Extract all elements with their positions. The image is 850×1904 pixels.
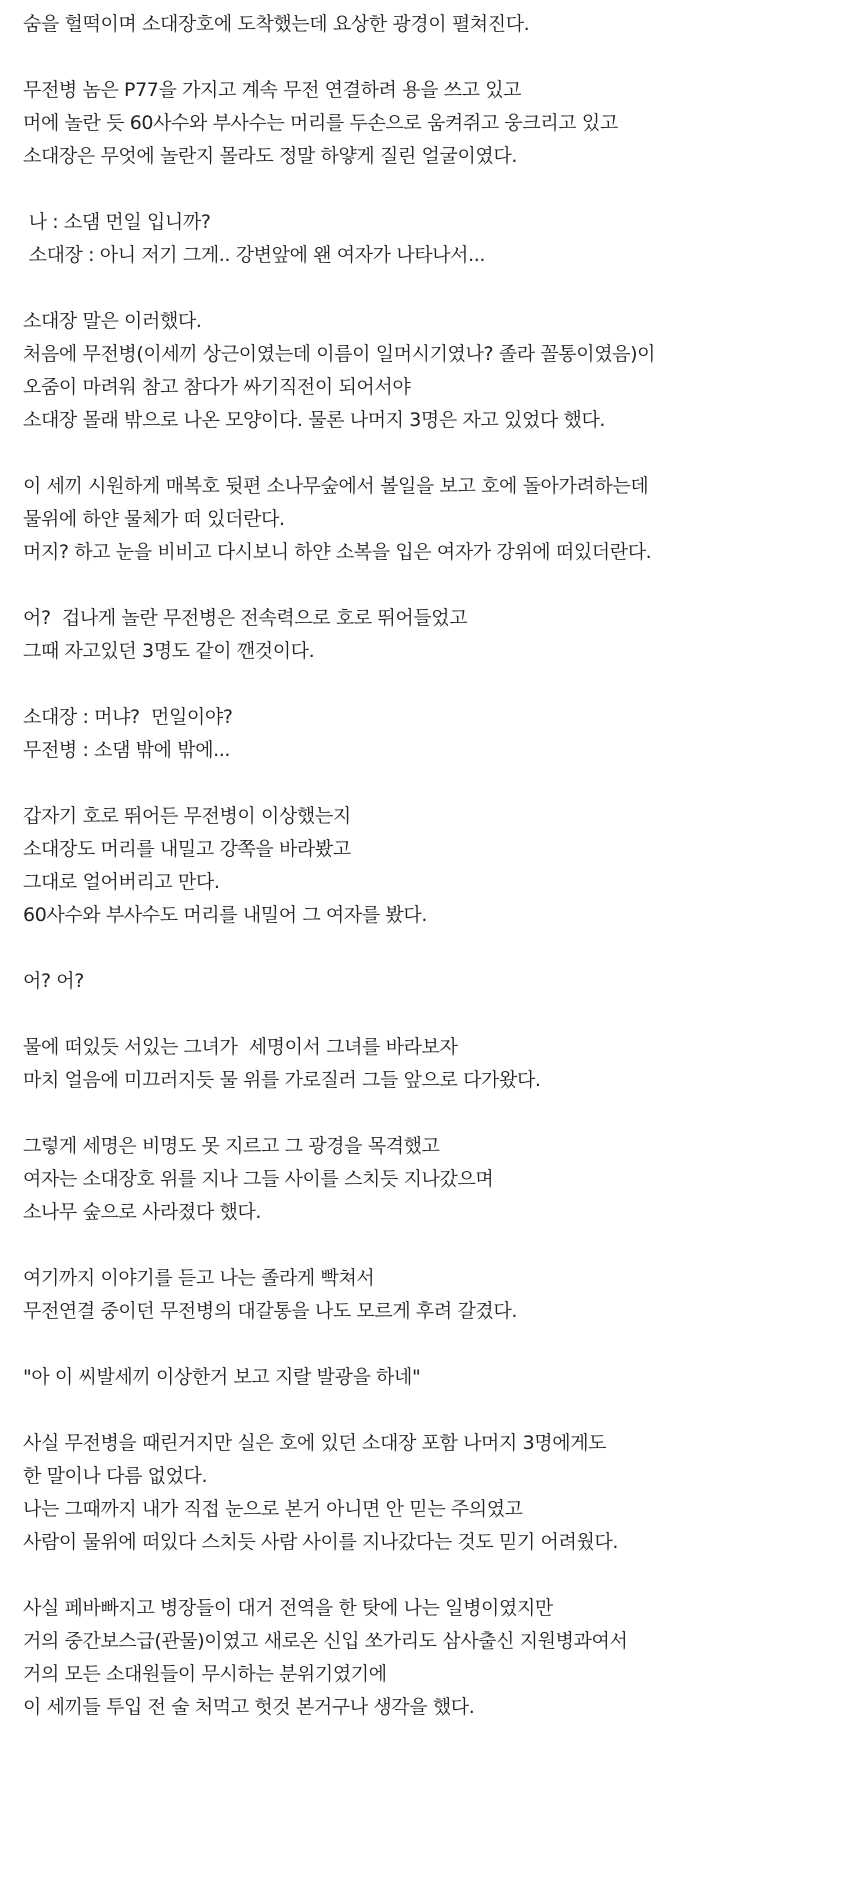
text-line: 소대장도 머리를 내밀고 강쪽을 바라봤고 [23,838,351,860]
text-line: 오줌이 마려워 참고 참다가 싸기직전이 되어서야 [23,376,411,398]
text-line: 그때 자고있던 3명도 같이 깬것이다. [23,640,315,662]
paragraph [23,8,833,41]
text-line: 머에 놀란 듯 60사수와 부사수는 머리를 두손으로 움켜쥐고 웅크리고 있고 [23,112,618,134]
paragraph [23,965,833,998]
text-line: 어? 어? [23,970,84,992]
text-line: 소대장 : 아니 저기 그게.. 강변앞에 왠 여자가 나타나서... [23,244,485,266]
text-line: 그대로 얼어버리고 만다. [23,871,220,893]
text-line: 소대장 말은 이러했다. [23,310,202,332]
paragraph [23,602,833,668]
text-line: 어? 겁나게 놀란 무전병은 전속력으로 호로 뛰어들었고 [23,607,468,629]
paragraph [23,701,833,767]
text-line: 무전병 : 소댐 밖에 밖에... [23,739,231,761]
paragraph [23,1262,833,1328]
text-line: 소대장 : 머냐? 먼일이야? [23,706,233,728]
text-line: 나 : 소댐 먼일 입니까? [23,211,211,233]
text-line: 처음에 무전병(이세끼 상근이였는데 이름이 일머시기였나? 졸라 꼴통이였음)이 [23,343,656,365]
text-line: 그렇게 세명은 비명도 못 지르고 그 광경을 목격했고 [23,1135,440,1157]
story-document [23,8,833,1757]
text-line: 사람이 물위에 떠있다 스치듯 사람 사이를 지나갔다는 것도 믿기 어려웠다. [23,1531,619,1553]
paragraph [23,1427,833,1559]
paragraph [23,74,833,173]
paragraph [23,800,833,932]
text-line: 숨을 헐떡이며 소대장호에 도착했는데 요상한 광경이 펼쳐진다. [23,13,530,35]
text-line: 한 말이나 다름 없었다. [23,1465,208,1487]
text-line: 물에 떠있듯 서있는 그녀가 세명이서 그녀를 바라보자 [23,1036,458,1058]
text-line: 이 세끼들 투입 전 술 처먹고 헛것 본거구나 생각을 했다. [23,1696,475,1718]
text-line: 나는 그때까지 내가 직접 눈으로 본거 아니면 안 믿는 주의였고 [23,1498,523,1520]
text-line: 사실 페바빠지고 병장들이 대거 전역을 한 탓에 나는 일병이였지만 [23,1597,553,1619]
paragraph [23,206,833,272]
text-line: 소대장 몰래 밖으로 나온 모양이다. 물론 나머지 3명은 자고 있었다 했다. [23,409,606,431]
text-line: 거의 중간보스급(관물)이였고 새로온 신입 쏘가리도 삼사출신 지원병과여서 [23,1630,628,1652]
paragraph [23,1592,833,1724]
text-line: 마치 얼음에 미끄러지듯 물 위를 가로질러 그들 앞으로 다가왔다. [23,1069,541,1091]
text-line: 물위에 하얀 물체가 떠 있더란다. [23,508,285,530]
text-line: 소대장은 무엇에 놀란지 몰라도 정말 하얗게 질린 얼굴이였다. [23,145,517,167]
text-line: 거의 모든 소대원들이 무시하는 분위기였기에 [23,1663,387,1685]
text-line: 여자는 소대장호 위를 지나 그들 사이를 스치듯 지나갔으며 [23,1168,494,1190]
paragraph [23,1031,833,1097]
text-line: 여기까지 이야기를 듣고 나는 졸라게 빡쳐서 [23,1267,375,1289]
paragraph [23,470,833,569]
text-line: 이 세끼 시원하게 매복호 뒷편 소나무숲에서 볼일을 보고 호에 돌아가려하는데 [23,475,649,497]
text-line: 갑자기 호로 뛰어든 무전병이 이상했는지 [23,805,351,827]
text-line: 머지? 하고 눈을 비비고 다시보니 하얀 소복을 입은 여자가 강위에 떠있더란다. [23,541,652,563]
paragraph [23,305,833,437]
text-line: 무전병 놈은 P77을 가지고 계속 무전 연결하려 용을 쓰고 있고 [23,79,522,101]
paragraph [23,1361,833,1394]
text-line: "아 이 씨발세끼 이상한거 보고 지랄 발광을 하네" [23,1366,421,1388]
text-line: 소나무 숲으로 사라졌다 했다. [23,1201,262,1223]
paragraph [23,1130,833,1229]
text-line: 사실 무전병을 때린거지만 실은 호에 있던 소대장 포함 나머지 3명에게도 [23,1432,607,1454]
text-line: 무전연결 중이던 무전병의 대갈통을 나도 모르게 후려 갈겼다. [23,1300,517,1322]
text-line: 60사수와 부사수도 머리를 내밀어 그 여자를 봤다. [23,904,427,926]
